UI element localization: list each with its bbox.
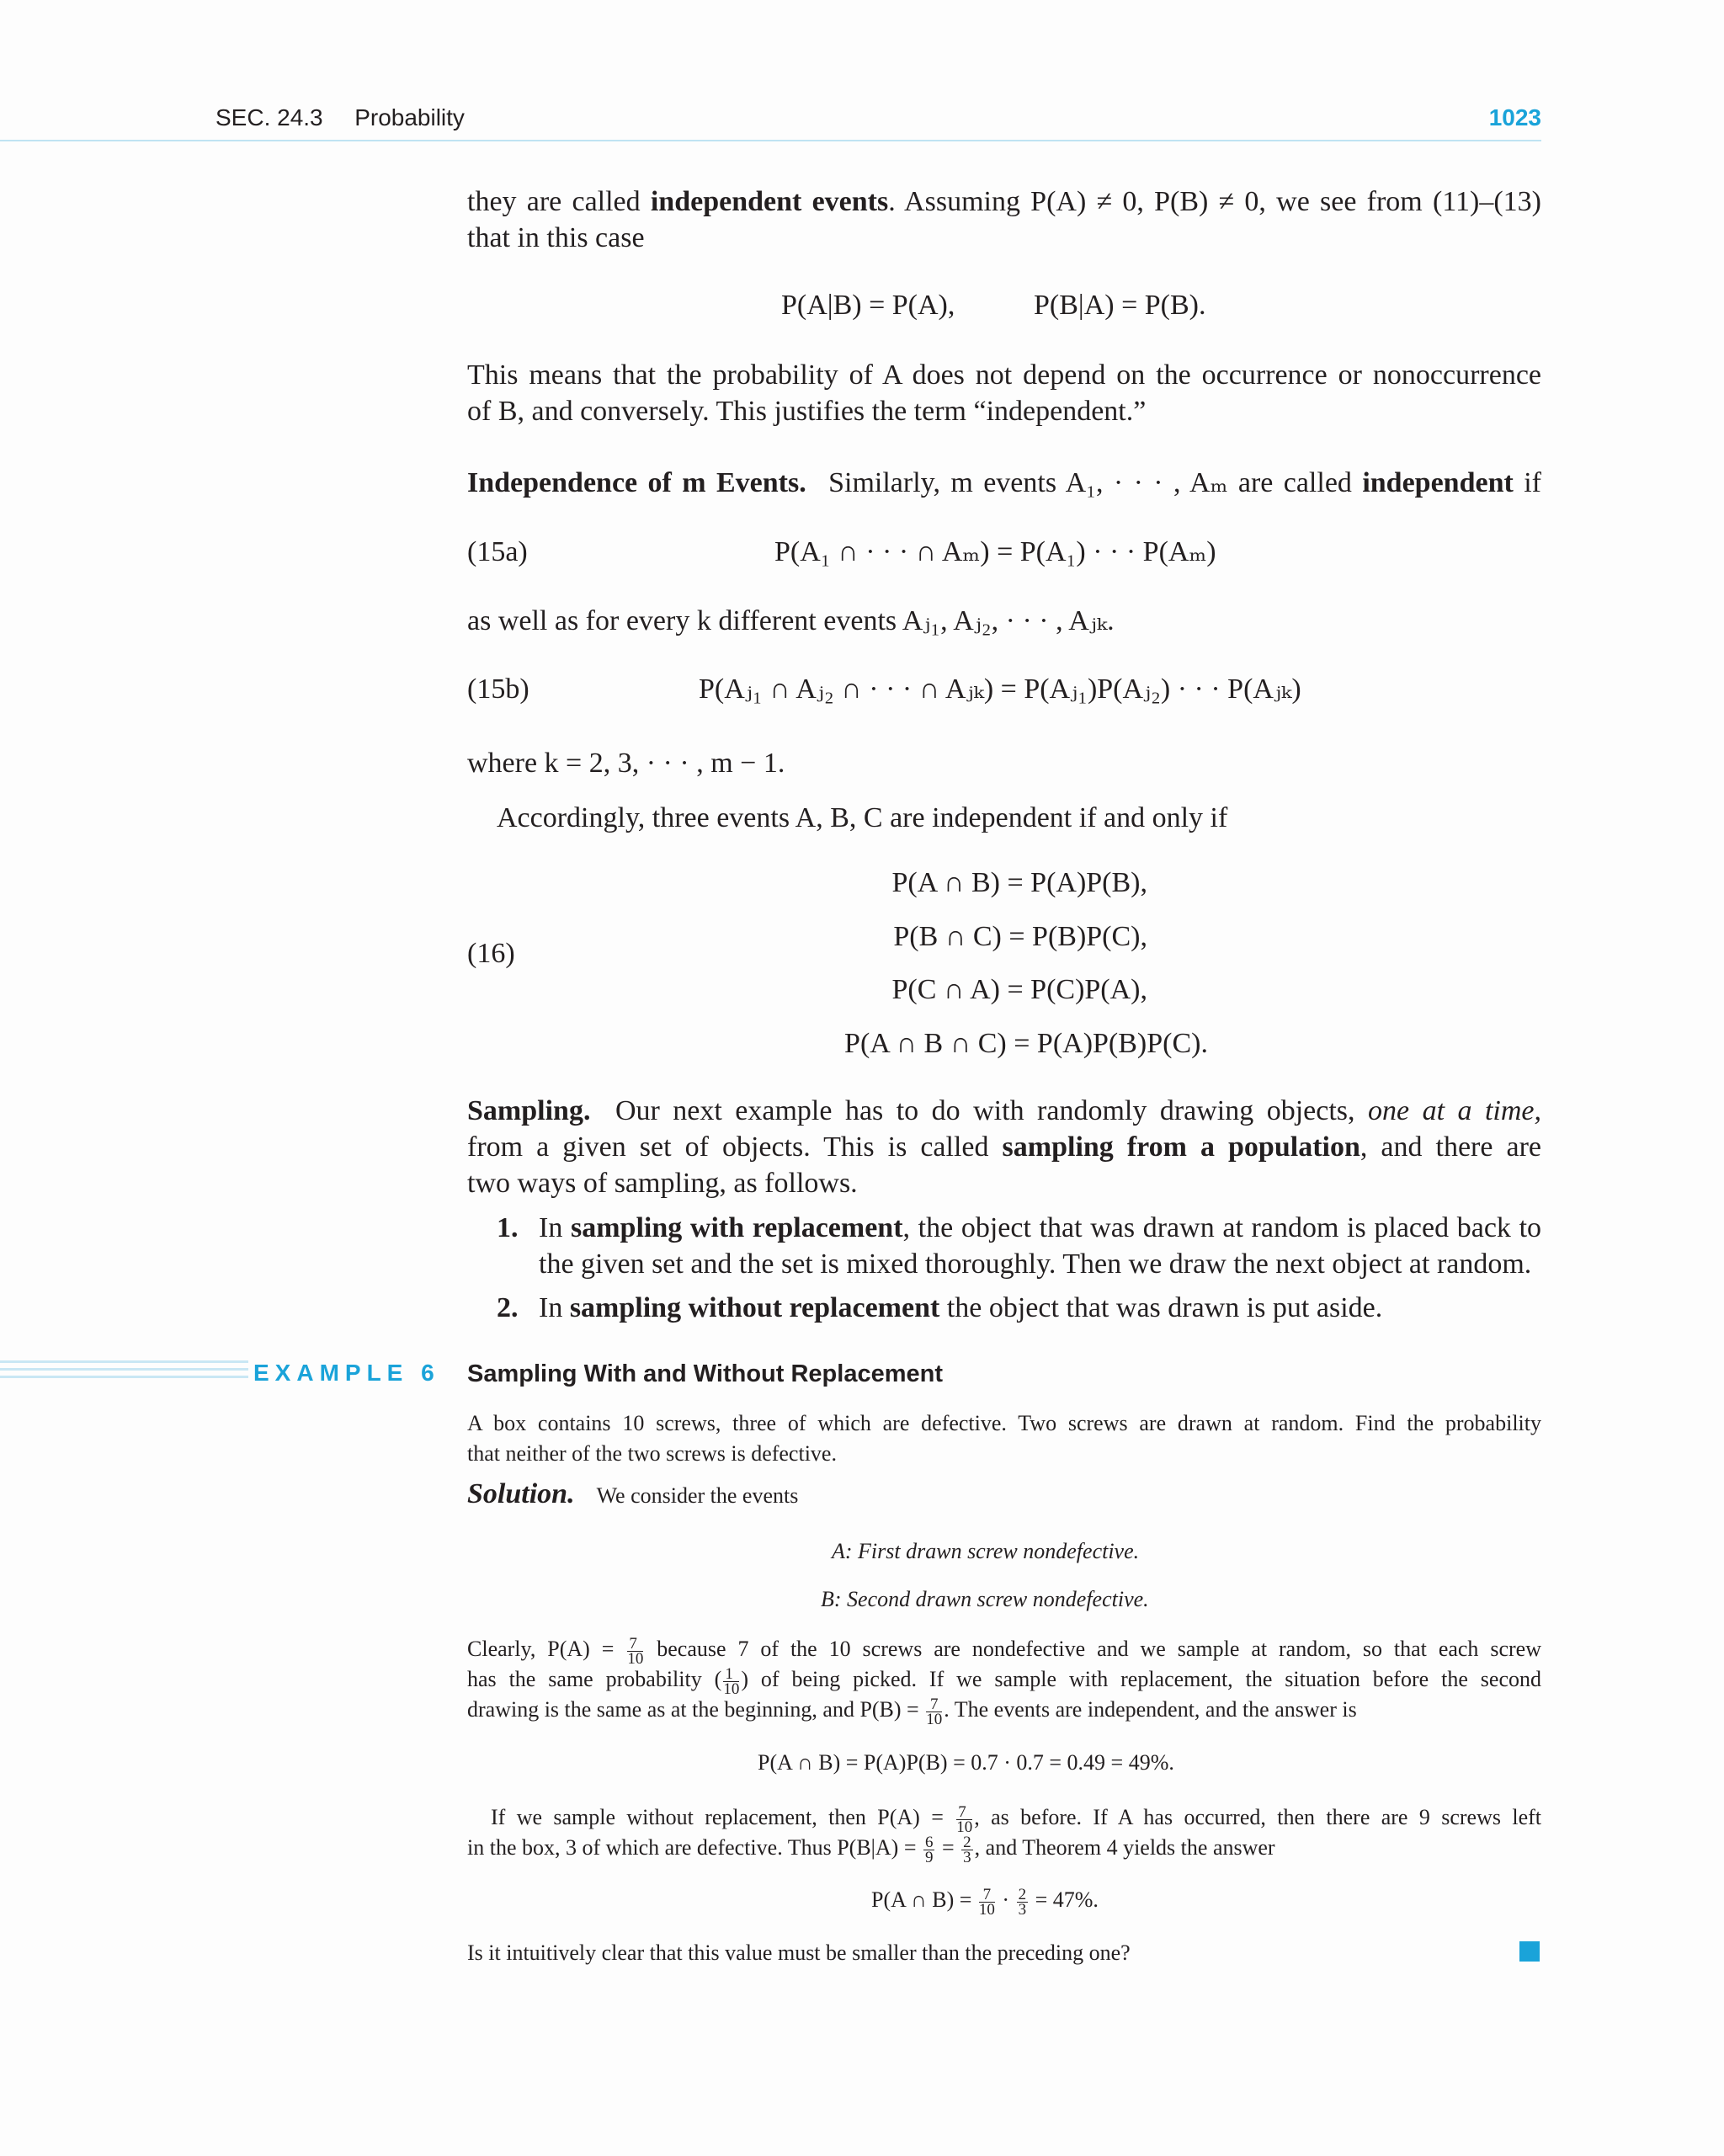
- solution: [467, 1478, 798, 1511]
- event-a: A: First drawn screw nondefective.: [832, 1539, 1140, 1563]
- equation-16-line: P(A ∩ B ∩ C) = P(A)P(B)P(C).: [844, 1028, 1208, 1059]
- example-problem-line2: that neither of the two screws is defective.: [467, 1441, 837, 1466]
- equation-without-replacement: P(A ∩ B) = $\frac{7}{10}$ · $\frac{2}{3}$ = 47%.: [871, 1885, 1099, 1919]
- paragraph-independence-m: Independence of m Events. Similarly, m events A₁, · · · , Aₘ are called independent if: [467, 467, 1541, 498]
- fraction: $\frac{2}{3}$: [963, 1833, 971, 1866]
- equation-16-line: P(A ∩ B) = P(A)P(B),: [891, 867, 1147, 898]
- end-of-example-square-icon: [1519, 1941, 1540, 1962]
- fraction: $\frac{2}{3}$: [1018, 1885, 1027, 1919]
- paragraph-meaning-line2: of B, and conversely. This justifies the term “independent.”: [467, 396, 1147, 427]
- equation-conditional-left: P(A|B) = P(A),: [781, 290, 955, 321]
- paragraph-sampling: Sampling. Our next example has to do with randomly drawing objects, one at a time,: [467, 1095, 1541, 1126]
- list-item-number: 2.: [497, 1292, 519, 1323]
- equation-16-line: P(C ∩ A) = P(C)P(A),: [891, 974, 1147, 1005]
- example-label: EXAMPLE 6: [248, 1360, 440, 1387]
- list-item-line: the given set and the set is mixed thoroughly. Then we draw the next object at random.: [539, 1248, 1532, 1280]
- fraction: $\frac{7}{10}$: [978, 1885, 995, 1919]
- paragraph-k-events: as well as for every k different events Aⱼ₁, Aⱼ₂, · · · , Aⱼₖ.: [467, 605, 1115, 636]
- paragraph-independent-events: they are called independent events. Assuming P(A) ≠ 0, P(B) ≠ 0, we see from (11)–(13): [467, 186, 1541, 217]
- list-item-with-replacement: In sampling with replacement, the object that was drawn at random is placed back to: [539, 1212, 1542, 1243]
- equation-conditional-right: P(B|A) = P(B).: [1034, 290, 1206, 321]
- run-in-heading: Sampling.: [467, 1095, 591, 1126]
- solution-text: We consider the events: [596, 1483, 799, 1508]
- clearly-line3: drawing is the same as at the beginning, and P(B) = $\frac{7}{10}$ . The events are independent, and the answer is: [467, 1695, 1357, 1728]
- section-number: SEC. 24.3: [216, 104, 323, 130]
- equation-15a: P(A₁ ∩ · · · ∩ Aₘ) = P(A₁) · · · P(Aₘ): [774, 536, 1216, 567]
- equation-label: (15a): [467, 536, 528, 567]
- closing-question: Is it intuitively clear that this value must be smaller than the preceding one?: [467, 1940, 1131, 1965]
- fraction: $\frac{7}{10}$: [926, 1695, 943, 1728]
- without-line2: in the box, 3 of which are defective. Thus P(B|A) = $\frac{6}{9}$ = $\frac{2}{3}$ , and Theorem 4 yields the answer: [467, 1833, 1275, 1866]
- list-item-without-replacement: In sampling without replacement the object that was drawn is put aside.: [539, 1292, 1383, 1323]
- page-number: 1023: [1488, 104, 1541, 130]
- paragraph-sampling-line3: two ways of sampling, as follows.: [467, 1168, 858, 1199]
- fraction: $\frac{7}{10}$: [956, 1802, 973, 1836]
- equation-label: (15b): [467, 673, 529, 705]
- without-line1: If we sample without replacement, then P(A) = $\frac{7}{10}$ , as before. If A has occurred, then there are 9 screws left: [491, 1802, 1542, 1836]
- paragraph-where-k: where k = 2, 3, · · · , m − 1.: [467, 748, 785, 779]
- paragraph-accordingly: Accordingly, three events A, B, C are independent if and only if: [497, 802, 1228, 833]
- run-in-heading: Independence of m Events.: [467, 467, 806, 498]
- solution-label: Solution.: [467, 1478, 575, 1509]
- term-independent-events: independent events: [650, 186, 889, 217]
- list-item-number: 1.: [497, 1212, 519, 1243]
- example-problem: A box contains 10 screws, three of which are defective. Two screws are drawn at random. Find the probability: [467, 1411, 1541, 1435]
- clearly-line1: Clearly, P(A) = $\frac{7}{10}$ because 7 of the 10 screws are nondefective and we sample at random, so that each screw: [467, 1634, 1541, 1668]
- example-title: Sampling With and Without Replacement: [467, 1360, 943, 1387]
- header-rule: [0, 140, 1541, 141]
- equation-16-line: P(B ∩ C) = P(B)P(C),: [893, 921, 1147, 952]
- section-title: Probability: [354, 104, 465, 130]
- clearly-line2: has the same probability ( $\frac{1}{10}$ ) of being picked. If we sample with replacement, the situation before the second: [467, 1664, 1541, 1698]
- paragraph-line: that in this case: [467, 222, 645, 253]
- event-b: B: Second drawn screw nondefective.: [821, 1587, 1149, 1611]
- equation-with-replacement: P(A ∩ B) = P(A)P(B) = 0.7 · 0.7 = 0.49 = 49%.: [758, 1750, 1174, 1775]
- paragraph-meaning: This means that the probability of A does not depend on the occurrence or nonoccurrence: [467, 359, 1541, 391]
- equation-label: (16): [467, 938, 515, 969]
- fraction: $\frac{1}{10}$: [723, 1664, 740, 1698]
- paragraph-sampling-line2: from a given set of objects. This is called sampling from a population, and there are: [467, 1131, 1542, 1163]
- fraction: $\frac{6}{9}$: [924, 1833, 934, 1866]
- equation-15b: P(Aⱼ₁ ∩ Aⱼ₂ ∩ · · · ∩ Aⱼₖ) = P(Aⱼ₁)P(Aⱼ₂) · · · P(Aⱼₖ): [699, 673, 1301, 705]
- running-head: [216, 104, 465, 131]
- fraction: $\frac{7}{10}$: [627, 1634, 644, 1668]
